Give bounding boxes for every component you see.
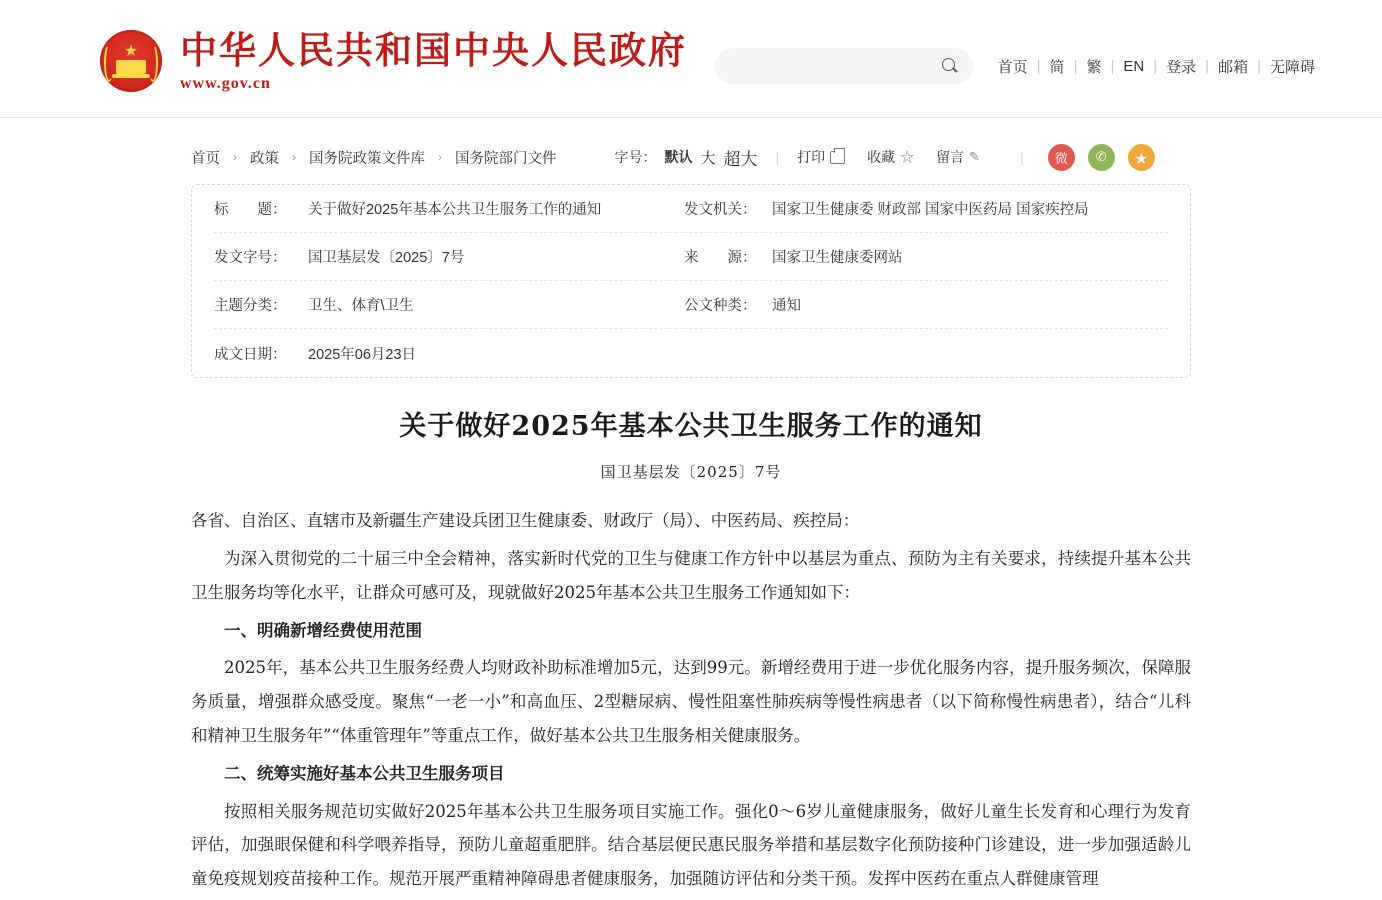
meta-row	[214, 185, 1168, 233]
star-glyph: ★	[124, 42, 138, 58]
favorite-button[interactable]	[867, 147, 914, 167]
brand-text	[180, 30, 687, 93]
divider: |	[1205, 57, 1210, 75]
meta-key-issuing-agency: 发文机关：	[684, 202, 757, 218]
favorite-icon[interactable]: ★	[1128, 144, 1155, 171]
article-body	[191, 504, 1191, 896]
meta-cell	[684, 198, 1168, 219]
chevron-right-icon: ›	[438, 150, 442, 164]
breadcrumb-item-policy[interactable]: 政策	[250, 150, 279, 167]
breadcrumb	[191, 147, 557, 168]
meta-row	[214, 329, 1168, 377]
header-links	[989, 56, 1324, 77]
printer-icon	[830, 151, 845, 164]
meta-cell	[214, 343, 684, 364]
breadcrumb-item-home[interactable]: 首页	[191, 150, 220, 167]
message-button[interactable]	[936, 147, 980, 167]
social-share-group	[1048, 144, 1155, 171]
meta-value-doc-number: 国卫基层发〔2025〕7号	[308, 250, 465, 266]
header-link-mail[interactable]: 邮箱	[1218, 58, 1249, 76]
section-paragraph-1: 2025年，基本公共卫生服务经费人均财政补助标准增加5元，达到99元。新增经费用于进一步优化服务内容，提升服务频次，保障服务质量，增强群众感受度。聚焦“一老一小”和高血压、2型糖尿病、慢性阻塞性肺疾病等慢性病患者（以下简称慢性病患者），结合“儿科和精神卫生服务年”“体重管理年”等重点工作，做好基本公共卫生服务相关健康服务。	[191, 658, 1191, 745]
search-input[interactable]	[729, 58, 941, 75]
divider: |	[1020, 149, 1024, 165]
search-icon[interactable]	[941, 57, 959, 75]
search-box[interactable]	[715, 48, 973, 84]
fontsize-label: 字号：	[614, 149, 657, 165]
meta-key-doc-number: 发文字号：	[214, 250, 287, 266]
header-link-english[interactable]: EN	[1123, 57, 1145, 75]
meta-key-date: 成文日期：	[214, 346, 287, 363]
header-right	[715, 48, 1324, 84]
meta-value-title: 关于做好2025年基本公共卫生服务工作的通知	[308, 202, 602, 218]
meta-row	[214, 281, 1168, 329]
document-meta-table	[191, 184, 1191, 378]
meta-cell	[684, 294, 1168, 315]
meta-value-date: 2025年06月23日	[308, 346, 417, 363]
message-label: 留言	[936, 149, 965, 165]
header-link-home[interactable]: 首页	[997, 58, 1028, 76]
content-wrap	[191, 140, 1191, 896]
divider: |	[1257, 57, 1261, 75]
article	[191, 404, 1191, 896]
meta-cell	[214, 294, 684, 315]
article-toolbar	[615, 144, 1155, 171]
chevron-right-icon: ›	[292, 150, 296, 164]
breadcrumb-item-department-docs[interactable]: 国务院部门文件	[455, 150, 557, 167]
page-title: 关于做好2025年基本公共卫生服务工作的通知	[399, 411, 983, 442]
meta-row	[214, 233, 1168, 281]
meta-value-category: 卫生、体育\卫生	[308, 298, 414, 314]
paragraph: 为深入贯彻党的二十届三中全会精神，落实新时代党的卫生与健康工作方针中以基层为重点、预防为主有关要求，持续提升基本公共卫生服务均等化水平，让群众可感可及，现就做好2025年基本公共卫生服务工作通知如下：	[191, 548, 1191, 602]
document-number: 国卫基层发〔2025〕7号	[600, 463, 782, 482]
header-link-login[interactable]: 登录	[1166, 58, 1197, 76]
meta-cell	[214, 246, 684, 267]
meta-key-category: 主题分类：	[214, 298, 287, 314]
meta-key-doc-type: 公文种类：	[684, 298, 757, 314]
meta-key-source: 来 源：	[684, 250, 757, 266]
breadcrumb-toolbar-row	[191, 140, 1191, 174]
section-heading-1: 一、明确新增经费使用范围	[224, 620, 422, 640]
meta-cell	[684, 246, 1168, 267]
breadcrumb-item-policy-library[interactable]: 国务院政策文件库	[309, 150, 425, 167]
salutation: 各省、自治区、直辖市及新疆生产建设兵团卫生健康委、财政厅（局）、中医药局、疾控局：	[191, 511, 860, 531]
wechat-icon[interactable]: ✆	[1088, 144, 1115, 171]
national-emblem-icon	[100, 30, 162, 92]
site-header	[0, 0, 1382, 118]
star-icon: ☆	[900, 149, 915, 165]
weibo-icon[interactable]: 微	[1048, 144, 1075, 171]
print-button[interactable]	[797, 147, 845, 167]
header-link-simplified[interactable]: 简	[1049, 58, 1065, 76]
divider: |	[1153, 57, 1158, 75]
header-link-accessibility[interactable]: 无障碍	[1269, 58, 1315, 76]
section-heading-2: 二、统筹实施好基本公共卫生服务项目	[224, 763, 505, 783]
site-brand[interactable]	[100, 30, 687, 93]
chevron-right-icon: ›	[233, 150, 237, 164]
divider: |	[1110, 57, 1115, 75]
tiananmen-gate-icon	[116, 60, 146, 74]
meta-value-issuing-agency: 国家卫生健康委 财政部 国家中医药局 国家疾控局	[772, 202, 1089, 218]
pencil-icon: ✎	[969, 149, 981, 164]
section-paragraph-2: 按照相关服务规范切实做好2025年基本公共卫生服务项目实施工作。强化0～6岁儿童健康服务，做好儿童生长发育和心理行为发育评估，加强眼保健和科学喂养指导，预防儿童超重肥胖。结合基层便民惠民服务举措和基层数字化预防接种门诊建设，进一步加强适龄儿童免疫规划疫苗接种工作。规范开展严重精神障碍患者健康服务，加强随访评估和分类干预。发挥中医药在重点人群健康管理	[191, 801, 1191, 889]
divider: |	[1036, 57, 1041, 75]
fontsize-xlarge-button[interactable]: 超大	[723, 149, 758, 169]
divider: |	[775, 149, 780, 165]
fontsize-default-button[interactable]: 默认	[664, 149, 693, 165]
divider: |	[1073, 57, 1078, 75]
page-content	[0, 118, 1382, 896]
meta-value-doc-type: 通知	[772, 298, 801, 314]
site-url: www.gov.cn	[180, 74, 271, 92]
fontsize-large-button[interactable]: 大	[700, 149, 716, 167]
print-label: 打印	[797, 149, 826, 165]
meta-cell	[214, 198, 684, 219]
favorite-label: 收藏	[867, 149, 896, 165]
header-link-traditional[interactable]: 繁	[1086, 58, 1102, 76]
meta-key-title: 标 题：	[214, 202, 287, 218]
meta-value-source: 国家卫生健康委网站	[772, 250, 903, 266]
site-title: 中华人民共和国中央人民政府	[180, 28, 687, 72]
